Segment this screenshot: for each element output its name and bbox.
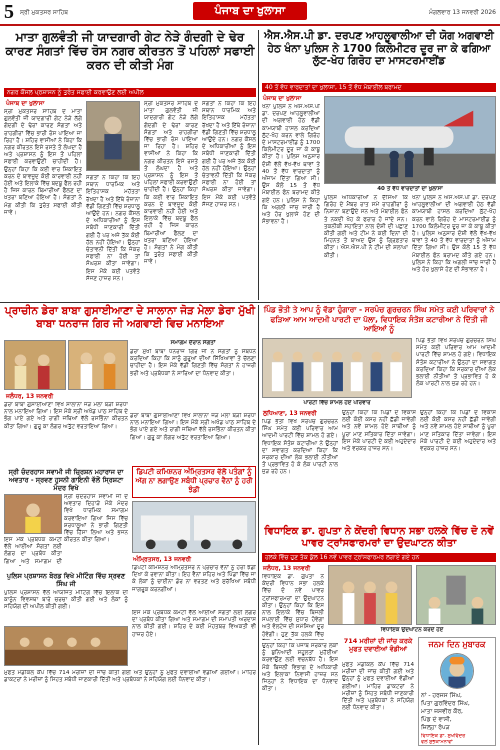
headline-cleanliness: ਮਾਤਾ ਗੁਲਵੰਤੀ ਜੀ ਯਾਦਗਾਰੀ ਗੇਟ ਨੇੜੇ ਗੰਦਗੀ ਦੇ ਢੇਰ ਕਾਰਣ ਸੰਗਤਾਂ ਵਿੱਚ ਰੋਸ ਨਗਰ ਕੀਰਤਨ ਤੋਂ ਪਹਿਲਾਂ ਸਫਾਈ ਕਰਨ ਦੀ ਕੀਤੀ ਮੰਗ bbox=[5, 30, 255, 72]
article-text: ਪੁਲਿਸ ਪ੍ਰਸ਼ਾਸਨ ਵੱਲੋਂ ਆਯੋਜਿਤ ਮੀਟਿੰਗ ਵਿੱਚ ਇਲਾਕੇ ਦੀ ਕਾਨੂੰਨ ਵਿਵਸਥਾ ਬਾਰੇ ਚਰਚਾ ਕੀਤੀ ਗਈ ਅਤੇ ਲੋਕਾਂ ਨੂੰ ਸਹਿਯੋਗ ਦੀ ਅਪੀਲ ਕੀਤੀ ਗਈ। bbox=[4, 590, 128, 611]
article-text: ਪਿੰਡ ਭੌਤੀ ਵਿਖੇ ਸਰਪੰਚ ਗੁਰਚਰਨ ਸਿੰਘ ਸਮੇਤ ਕਈ ਪਰਿਵਾਰ ਆਮ ਆਦਮੀ ਪਾਰਟੀ ਵਿੱਚ ਸ਼ਾਮਲ ਹੋ ਗਏ। ਵਿਧਾਇਕ ਸੰਤੋਸ਼ ਕਟਾਰੀਆ ਨੇ ਉਨ੍ਹਾਂ ਦਾ ਸਵਾਗਤ ਕਰਦਿਆਂ ਕਿਹਾ ਕਿ ਸਰਕਾਰ ਦੀਆਂ ਲੋਕ ਭਲਾਈ ਨੀਤੀਆਂ ਤੋਂ ਪ੍ਰਭਾਵਿਤ ਹੋ ਕੇ ਲੋਕ ਪਾਰਟੀ ਨਾਲ ਜੁੜ ਰਹੇ ਹਨ। bbox=[262, 419, 338, 476]
article-text: ਪਿੰਡ ਭੌਤੀ ਵਿਖੇ ਸਰਪੰਚ ਗੁਰਚਰਨ ਸਿੰਘ ਸਮੇਤ ਕਈ ਪਰਿਵਾਰ ਆਮ ਆਦਮੀ ਪਾਰਟੀ ਵਿੱਚ ਸ਼ਾਮਲ ਹੋ ਗਏ। ਵਿਧਾਇਕ ਸੰਤੋਸ਼ ਕਟਾਰੀਆ ਨੇ ਉਨ੍ਹਾਂ ਦਾ ਸਵਾਗਤ ਕਰਦਿਆਂ ਕਿਹਾ ਕਿ ਸਰਕਾਰ ਦੀਆਂ ਲੋਕ ਭਲਾਈ ਨੀਤੀਆਂ ਤੋਂ ਪ੍ਰਭਾਵਿਤ ਹੋ ਕੇ ਲੋਕ ਪਾਰਟੀ ਨਾਲ ਜੁੜ ਰਹੇ ਹਨ। bbox=[416, 338, 496, 388]
byline: ਪੰਜਾਬ ਦਾ ਖੁਲਾਸਾ bbox=[263, 95, 302, 102]
birthday-line: ਪਿੰਡ ਦੇ ਵਾਸੀ, bbox=[421, 716, 452, 723]
byline: ਅੰਮ੍ਰਿਤਸਰ, 13 ਜਨਵਰੀ bbox=[133, 556, 192, 563]
page-number: 5 bbox=[4, 1, 14, 23]
section-divider bbox=[0, 302, 500, 303]
birthday-line: ਨਾਂ - ਹਰਜਸ ਸਿੰਘ, bbox=[421, 692, 462, 699]
column-divider bbox=[258, 305, 259, 745]
article-text: ਖੰਨਾ ਪੁਲਿਸ ਨੇ ਐਸ.ਐਸ.ਪੀ ਡਾ. ਦਰਪਣ ਆਹਲੂਵਾਲੀਆ ਦੀ ਅਗਵਾਈ ਹੇਠ ਵੱਡੀ ਕਾਮਯਾਬੀ ਹਾਸਲ ਕਰਦਿਆਂ ਲੁੱਟ-ਖੋਹ ਕਰਨ ਵਾਲੇ ਗਿਰੋਹ ਦੇ ਮਾਸਟਰਮਾਈਂਡ ਨੂੰ 1700 ਕਿਲੋਮੀਟਰ ਦੂਰ ਜਾ ਕੇ ਕਾਬੂ ਕੀਤਾ ਹੈ। ਪੁਲਿਸ ਅਨੁਸਾਰ ਦੋਸ਼ੀ ਵੱਲੋਂ ਵੱਖ-ਵੱਖ ਥਾਵਾਂ ਤੇ 40 ਤੋਂ ਵੱਧ ਵਾਰਦਾਤਾਂ ਨੂੰ ਅੰਜਾਮ ਦਿੱਤਾ ਗਿਆ ਸੀ। ਉਸ ਕੋਲੋਂ 15 ਤੋਂ ਵੱਧ ਮੋਬਾਈਲ ਫੋਨ ਬਰਾਮਦ ਕੀਤੇ ਗਏ ਹਨ। ਪੁਲਿਸ ਨੇ ਕਿਹਾ ਕਿ ਅਗਲੀ ਜਾਂਚ ਜਾਰੀ ਹੈ ਅਤੇ ਹੋਰ ਖੁਲਾਸੇ ਹੋਣ ਦੀ ਸੰਭਾਵਨਾ ਹੈ। bbox=[262, 104, 320, 226]
article-photo bbox=[4, 340, 66, 390]
section-label: ਸ੍ਰੀ ਮੁਕਤਸਰ ਸਾਹਿਬ bbox=[20, 9, 69, 16]
article-photo bbox=[324, 96, 496, 184]
subhead-bar-police: 40 ਤੋਂ ਵੱਧ ਵਾਰਦਾਤਾਂ ਦਾ ਖੁਲਾਸਾ, 15 ਤੋਂ ਵੱਧ ਮੋਬਾਈਲ ਬਰਾਮਦ bbox=[262, 83, 496, 92]
article-text: ਇਸ ਮੌਕੇ ਪ੍ਰਬੰਧਕ ਕਮੇਟੀ ਵੱਲੋਂ ਆਈਆਂ ਸੰਗਤਾਂ ਲਈ ਲੰਗਰ ਦਾ ਪ੍ਰਬੰਧ ਕੀਤਾ ਗਿਆ ਅਤੇ ਸਮਾਗਮ ਦੀ bbox=[4, 537, 62, 565]
article-text: ਮੁਫਤ ਮੈਡੀਕਲ ਕੈਂਪ ਵਿੱਚ 714 ਮਰੀਜ਼ਾਂ ਦੀ ਜਾਂਚ ਕੀਤੀ ਗਈ ਅਤੇ ਉਨ੍ਹਾਂ ਨੂੰ ਮੁਫਤ ਦਵਾਈਆਂ ਵੰਡੀਆਂ ਗਈਆਂ। ਮਾਹਿਰ ਡਾਕਟਰਾਂ ਨੇ ਮਰੀਜ਼ਾਂ ਨੂੰ ਸਿਹਤ ਸਬੰਧੀ ਜਾਣਕਾਰੀ ਦਿੱਤੀ ਅਤੇ ਪ੍ਰਬੰਧਕਾਂ ਨੇ ਸਹਿਯੋਗ ਲਈ ਧੰਨਵਾਦ ਕੀਤਾ। bbox=[342, 662, 414, 712]
article-text: ਪੁਲਿਸ ਅਧਿਕਾਰੀਆਂ ਨੇ ਦੱਸਿਆ ਕਿ ਗਿਰੋਹ ਦੇ ਮੈਂਬਰ ਰਾਤ ਸਮੇਂ ਰਾਹਗੀਰਾਂ ਨੂੰ ਨਿਸ਼ਾਨਾ ਬਣਾਉਂਦੇ ਸਨ ਅਤੇ ਮੋਬਾਈਲ ਫੋਨ ਤੇ ਨਕਦੀ ਖੋਹ ਕੇ ਫਰਾਰ ਹੋ ਜਾਂਦੇ ਸਨ। ਤਕਨੀਕੀ ਸਹਾਇਤਾ ਨਾਲ ਦੋਸ਼ੀ ਦੀ ਪਛਾਣ ਕੀਤੀ ਗਈ ਅਤੇ ਟੀਮ ਨੇ ਕਈ ਦਿਨਾਂ ਦੀ ਮਿਹਨਤ ਤੋਂ ਬਾਅਦ ਉਸ ਨੂੰ ਗ੍ਰਿਫ਼ਤਾਰ ਕੀਤਾ। ਐਸ.ਐਸ.ਪੀ ਨੇ ਟੀਮ ਦੀ ਸ਼ਲਾਘਾ ਕੀਤੀ। bbox=[324, 195, 408, 259]
photo-caption: 40 ਤੋਂ ਵੱਧ ਵਾਰਦਾਤਾਂ ਦਾ ਖੁਲਾਸਾ bbox=[377, 186, 443, 192]
article-text: ਸੰਗਤਾਂ ਨੇ ਕਿਹਾ ਕਿ ਇਹ ਸਥਾਨ ਧਾਰਮਿਕ ਅਤੇ ਇਤਿਹਾਸਕ ਮਹੱਤਤਾ ਰੱਖਦਾ ਹੈ ਅਤੇ ਇੱਥੇ ਰੋਜ਼ਾਨਾ ਵੱਡੀ ਗਿਣਤੀ ਵਿੱਚ ਸ਼ਰਧਾਲੂ ਆਉਂਦੇ ਹਨ। ਨਗਰ ਕੌਂਸਲ ਦੇ ਅਧਿਕਾਰੀਆਂ ਨੂੰ ਇਸ ਸਬੰਧੀ ਜਾਣਕਾਰੀ ਦਿੱਤੀ ਗਈ ਹੈ ਪਰ ਅਜੇ ਤੱਕ ਕੋਈ ਹੱਲ ਨਹੀਂ ਹੋਇਆ। ਉਨ੍ਹਾਂ ਚੇਤਾਵਨੀ ਦਿੱਤੀ ਕਿ ਜੇਕਰ ਸਫਾਈ ਨਾ ਹੋਈ ਤਾਂ ਸੰਘਰਸ਼ ਕੀਤਾ ਜਾਵੇਗਾ। ਇਸ ਮੌਕੇ ਕਈ ਪਤਵੰਤੇ ਸੱਜਣ ਹਾਜ਼ਰ ਸਨ। bbox=[202, 101, 256, 208]
article-text: ਮੁਫਤ ਮੈਡੀਕਲ ਕੈਂਪ ਵਿੱਚ 714 ਮਰੀਜ਼ਾਂ ਦੀ ਜਾਂਚ ਕੀਤੀ ਗਈ ਅਤੇ ਉਨ੍ਹਾਂ ਨੂੰ ਮੁਫਤ ਦਵਾਈਆਂ ਵੰਡੀਆਂ ਗਈਆਂ। ਮਾਹਿਰ ਡਾਕਟਰਾਂ ਨੇ ਮਰੀਜ਼ਾਂ ਨੂੰ ਸਿਹਤ ਸਬੰਧੀ ਜਾਣਕਾਰੀ ਦਿੱਤੀ ਅਤੇ ਪ੍ਰਬੰਧਕਾਂ ਨੇ ਸਹਿਯੋਗ ਲਈ ਧੰਨਵਾਦ ਕੀਤਾ। bbox=[4, 670, 256, 684]
article-text: ਸੰਗਤਾਂ ਨੇ ਕਿਹਾ ਕਿ ਇਹ ਸਥਾਨ ਧਾਰਮਿਕ ਅਤੇ ਇਤਿਹਾਸਕ ਮਹੱਤਤਾ ਰੱਖਦਾ ਹੈ ਅਤੇ ਇੱਥੇ ਰੋਜ਼ਾਨਾ ਵੱਡੀ ਗਿਣਤੀ ਵਿੱਚ ਸ਼ਰਧਾਲੂ ਆਉਂਦੇ ਹਨ। ਨਗਰ ਕੌਂਸਲ ਦੇ ਅਧਿਕਾਰੀਆਂ ਨੂੰ ਇਸ ਸਬੰਧੀ ਜਾਣਕਾਰੀ ਦਿੱਤੀ ਗਈ ਹੈ ਪਰ ਅਜੇ ਤੱਕ ਕੋਈ ਹੱਲ ਨਹੀਂ ਹੋਇਆ। ਉਨ੍ਹਾਂ ਚੇਤਾਵਨੀ ਦਿੱਤੀ ਕਿ ਜੇਕਰ ਸਫਾਈ ਨਾ ਹੋਈ ਤਾਂ ਸੰਘਰਸ਼ ਕੀਤਾ ਜਾਵੇਗਾ। ਇਸ ਮੌਕੇ ਕਈ ਪਤਵੰਤੇ ਸੱਜਣ ਹਾਜ਼ਰ ਸਨ। bbox=[86, 175, 140, 282]
headline-dera: ਪ੍ਰਾਚੀਨ ਡੇਰਾ ਬਾਬਾ ਗੁਸਾਈਆਣਾ ਦੇ ਸਾਲਾਨਾ ਜੋੜ ਮੇਲਾ ਡੇਰਾ ਮੁੱਖੀ ਬਾਬਾ ਧਨਰਾਜ ਗਿਰ ਜੀ ਅਗਵਾਈ ਵਿਚ ਮਨਾਇਆ bbox=[4, 305, 256, 330]
issue-date: ਮੰਗਲਵਾਰ 13 ਜਨਵਰੀ 2026 bbox=[429, 9, 496, 16]
birthday-line: ਜ਼ਿਲ੍ਹਾ ਰੋਪੜ bbox=[421, 724, 450, 731]
article-photo bbox=[262, 338, 412, 398]
headline-dc: ਡਿਪਟੀ ਕਮਿਸ਼ਨਰ ਅੰਮ੍ਰਿਤਸਰ ਵੱਲੋਂ ਪਤੰਗਾਂ ਨੂੰ ਅੱਗ ਨਾ ਲਗਾਉਣ ਸਬੰਧੀ ਪ੍ਰਚਾਰ ਵੈਨਾਂ ਨੂੰ ਹਰੀ ਝੰਡੀ bbox=[135, 468, 253, 494]
headline-medical-camp: 714 ਮਰੀਜ਼ਾਂ ਦੀ ਜਾਂਚ ਕਰਕੇ ਮੁਫਤ ਦਵਾਈਆਂ ਵੰਡੀਆਂ bbox=[343, 637, 413, 653]
photo-caption: ਪਾਰਟੀ ਵਿੱਚ ਸ਼ਾਮਲ ਹੋਏ ਪਰਿਵਾਰ bbox=[303, 400, 371, 406]
article-text: ਉਨ੍ਹਾਂ ਕਿਹਾ ਕਿ ਪਿੰਡਾਂ ਦੇ ਵਿਕਾਸ ਲਈ ਕੋਈ ਕਸਰ ਨਹੀਂ ਛੱਡੀ ਜਾਵੇਗੀ ਅਤੇ ਨਵੇਂ ਸ਼ਾਮਲ ਹੋਏ ਸਾਥੀਆਂ ਨੂੰ ਪੂਰਾ ਮਾਣ ਸਤਿਕਾਰ ਦਿੱਤਾ ਜਾਵੇਗਾ। ਇਸ ਮੌਕੇ ਪਾਰਟੀ ਦੇ ਕਈ ਅਹੁਦੇਦਾਰ ਅਤੇ ਵਰਕਰ ਹਾਜ਼ਰ ਸਨ। bbox=[342, 410, 416, 453]
birthday-child-photo bbox=[440, 653, 474, 689]
photo-caption: ਵਿਧਾਇਕ ਉਦਘਾਟਨ ਕਰਦੇ ਹੋਏ bbox=[380, 627, 444, 633]
page-header bbox=[0, 0, 500, 26]
subhead-bar-transformers: ਹਲਕੇ ਵਿੱਚ ਹੁਣ ਤੱਕ ਕੁੱਲ 16 ਨਵੇਂ ਪਾਵਰ ਟ੍ਰਾਂਸਫਾਰਮਰ ਲਗਾਏ ਗਏ ਹਨ bbox=[262, 553, 496, 562]
photo-caption: ਸਮਾਗਮ ਦੌਰਾਨ ਸੰਗਤਾਂ bbox=[170, 340, 216, 346]
birthday-byline: ਵਲੋਂ ਸ਼ੁਭਕਾਮਨਾਵਾਂ bbox=[421, 739, 453, 745]
headline-bhauti: ਪਿੰਡ ਭੌਤੀ ਤੇ ਆਪ ਨੂੰ ਵੱਡਾ ਹੁੰਗਾਰਾ - ਸਰਪੰਚ ਗੁਰਚਰਨ ਸਿੰਘ ਸਮੇਤ ਕਈ ਪਰਿਵਾਰਾਂ ਨੇ ਫੜਿਆ ਆਮ ਆਦਮੀ ਪਾਰਟੀ ਦਾ ਪੱਲਾ, ਵਿਧਾਇਕ ਸੰਤੋਸ਼ ਕਟਾਰੀਆ ਨੇ ਦਿੱਤੀ ਜੀ ਆਇਆਂ ਨੂੰ bbox=[263, 305, 495, 333]
byline: ਲੁਧਿਆਣਾ, 13 ਜਨਵਰੀ bbox=[263, 410, 317, 417]
birthday-line: ਮਾਤਾ ਜਸਵੀਰ ਕੌਰ, bbox=[421, 708, 463, 715]
article-photo bbox=[4, 494, 62, 534]
headline-transformers: ਵਿਧਾਇਕ ਡਾ. ਗੁਪਤਾ ਨੇ ਕੇਂਦਰੀ ਵਿਧਾਨ ਸਭਾ ਹਲਕੇ ਵਿੱਚ ਦੋ ਨਵੇਂ ਪਾਵਰ ਟ੍ਰਾਂਸਫਾਰਮਰਾਂ ਦਾ ਉਦਘਾਟਨ ਕੀਤਾ bbox=[264, 526, 494, 549]
byline: ਜਲੰਧਰ, 13 ਜਨਵਰੀ bbox=[6, 393, 54, 400]
article-text: ਡੇਰਾ ਬਾਬਾ ਗੁਸਾਈਆਣਾ ਵਿਖੇ ਸਾਲਾਨਾ ਜੋੜ ਮੇਲਾ ਬੜੀ ਸ਼ਰਧਾ ਨਾਲ ਮਨਾਇਆ ਗਿਆ। ਇਸ ਮੌਕੇ ਸ੍ਰੀ ਅਖੰਡ ਪਾਠ ਸਾਹਿਬ ਦੇ ਭੋਗ ਪਾਏ ਗਏ ਅਤੇ ਰਾਗੀ ਜਥਿਆਂ ਵੱਲੋਂ ਰਸਭਿੰਨਾ ਕੀਰਤਨ ਕੀਤਾ ਗਿਆ। ਗੁਰੂ ਕਾ ਲੰਗਰ ਅਤੁੱਟ ਵਰਤਾਇਆ ਗਿਆ। bbox=[4, 402, 128, 430]
article-text: ਸ੍ਰੀ ਮੁਕਤਸਰ ਸਾਹਿਬ ਦੇ ਮਾਤਾ ਗੁਲਵੰਤੀ ਜੀ ਯਾਦਗਾਰੀ ਗੇਟ ਨੇੜੇ ਲੱਗੇ ਗੰਦਗੀ ਦੇ ਢੇਰਾਂ ਕਾਰਣ ਸੰਗਤਾਂ ਅਤੇ ਰਾਹਗੀਰਾਂ ਵਿੱਚ ਭਾਰੀ ਰੋਸ ਪਾਇਆ ਜਾ ਰਿਹਾ ਹੈ। ਸ਼ਹਿਰ ਵਾਸੀਆਂ ਨੇ ਕਿਹਾ ਕਿ ਨਗਰ ਕੀਰਤਨ ਇਸੇ ਰਸਤੇ ਤੋਂ ਲੰਘਦਾ ਹੈ ਅਤੇ ਪ੍ਰਸ਼ਾਸਨ ਨੂੰ ਇਸ ਤੋਂ ਪਹਿਲਾਂ ਸਫਾਈ ਕਰਵਾਉਣੀ ਚਾਹੀਦੀ ਹੈ। ਉਨ੍ਹਾਂ ਕਿਹਾ ਕਿ ਕਈ ਵਾਰ ਸ਼ਿਕਾਇਤ ਕਰਨ ਦੇ ਬਾਵਜੂਦ ਕੋਈ ਕਾਰਵਾਈ ਨਹੀਂ ਹੋਈ ਅਤੇ ਇਲਾਕੇ ਵਿੱਚ ਬਦਬੂ ਫੈਲ ਰਹੀ ਹੈ ਜਿਸ ਕਾਰਨ ਬਿਮਾਰੀਆਂ ਫੈਲਣ ਦਾ ਖ਼ਤਰਾ ਬਣਿਆ ਹੋਇਆ ਹੈ। ਸੰਗਤਾਂ ਨੇ ਮੰਗ ਕੀਤੀ ਕਿ ਤੁਰੰਤ ਸਫਾਈ ਕੀਤੀ ਜਾਵੇ। bbox=[4, 109, 82, 216]
article-text: ਇਸ ਮੌਕੇ ਪ੍ਰਬੰਧਕ ਕਮੇਟੀ ਵੱਲੋਂ ਆਈਆਂ ਸੰਗਤਾਂ ਲਈ ਲੰਗਰ ਦਾ ਪ੍ਰਬੰਧ ਕੀਤਾ ਗਿਆ ਅਤੇ ਸਮਾਗਮ ਦੀ ਸਮਾਪਤੀ ਅਰਦਾਸ ਨਾਲ ਕੀਤੀ ਗਈ। ਸ਼ਹਿਰ ਦੇ ਕਈ ਮੋਹਤਬਰ ਵਿਅਕਤੀ ਵੀ ਹਾਜ਼ਰ ਹੋਏ। bbox=[132, 610, 256, 638]
article-photo bbox=[416, 565, 496, 625]
masthead: ਪੰਜਾਬ ਦਾ ਖੁਲਾਸਾ bbox=[193, 2, 307, 20]
birthday-byline: ਵਿਧਾਇਕ ਡਾ. ਸੁਖਵਿੰਦਰ bbox=[421, 733, 466, 739]
article-text: ਉਨ੍ਹਾਂ ਕਿਹਾ ਕਿ ਪਿੰਡਾਂ ਦੇ ਵਿਕਾਸ ਲਈ ਕੋਈ ਕਸਰ ਨਹੀਂ ਛੱਡੀ ਜਾਵੇਗੀ ਅਤੇ ਨਵੇਂ ਸ਼ਾਮਲ ਹੋਏ ਸਾਥੀਆਂ ਨੂੰ ਪੂਰਾ ਮਾਣ ਸਤਿਕਾਰ ਦਿੱਤਾ ਜਾਵੇਗਾ। ਇਸ ਮੌਕੇ ਪਾਰਟੀ ਦੇ ਕਈ ਅਹੁਦੇਦਾਰ ਅਤੇ ਵਰਕਰ ਹਾਜ਼ਰ ਸਨ। bbox=[420, 410, 496, 453]
article-text: ਸ੍ਰੀ ਚੰਦਰਹਾਸ ਸਵਾਮੀ ਜੀ ਦੇ ਅਵਤਾਰ ਦਿਹਾੜੇ ਮੌਕੇ ਮੰਦਰ ਵਿਖੇ ਧਾਰਮਿਕ ਸਮਾਗਮ ਕਰਵਾਇਆ ਗਿਆ ਜਿਸ ਵਿੱਚ ਸ਼ਰਧਾਲੂਆਂ ਨੇ ਭਾਰੀ ਗਿਣਤੀ ਵਿੱਚ ਹਿੱਸਾ ਲਿਆ ਅਤੇ ਭਜਨ ਕੀਰਤਨ ਕੀਤਾ ਗਿਆ। bbox=[64, 494, 128, 544]
article-text: ਡਿਪਟੀ ਕਮਿਸ਼ਨਰ ਅੰਮ੍ਰਿਤਸਰ ਨੇ ਪ੍ਰਚਾਰ ਵੈਨਾਂ ਨੂੰ ਹਰੀ ਝੰਡੀ ਦਿਖਾ ਕੇ ਰਵਾਨਾ ਕੀਤਾ। ਇਹ ਵੈਨਾਂ ਸ਼ਹਿਰ ਅਤੇ ਪਿੰਡਾਂ ਵਿੱਚ ਜਾ ਕੇ ਲੋਕਾਂ ਨੂੰ ਚਾਈਨਾ ਡੋਰ ਨਾ ਵਰਤਣ ਅਤੇ ਸੁਰੱਖਿਆ ਸਬੰਧੀ ਜਾਗਰੂਕ ਕਰਨਗੀਆਂ। bbox=[132, 565, 256, 593]
article-text: ਖੰਨਾ ਪੁਲਿਸ ਨੇ ਐਸ.ਐਸ.ਪੀ ਡਾ. ਦਰਪਣ ਆਹਲੂਵਾਲੀਆ ਦੀ ਅਗਵਾਈ ਹੇਠ ਵੱਡੀ ਕਾਮਯਾਬੀ ਹਾਸਲ ਕਰਦਿਆਂ ਲੁੱਟ-ਖੋਹ ਕਰਨ ਵਾਲੇ ਗਿਰੋਹ ਦੇ ਮਾਸਟਰਮਾਈਂਡ ਨੂੰ 1700 ਕਿਲੋਮੀਟਰ ਦੂਰ ਜਾ ਕੇ ਕਾਬੂ ਕੀਤਾ ਹੈ। ਪੁਲਿਸ ਅਨੁਸਾਰ ਦੋਸ਼ੀ ਵੱਲੋਂ ਵੱਖ-ਵੱਖ ਥਾਵਾਂ ਤੇ 40 ਤੋਂ ਵੱਧ ਵਾਰਦਾਤਾਂ ਨੂੰ ਅੰਜਾਮ ਦਿੱਤਾ ਗਿਆ ਸੀ। ਉਸ ਕੋਲੋਂ 15 ਤੋਂ ਵੱਧ ਮੋਬਾਈਲ ਫੋਨ ਬਰਾਮਦ ਕੀਤੇ ਗਏ ਹਨ। ਪੁਲਿਸ ਨੇ ਕਿਹਾ ਕਿ ਅਗਲੀ ਜਾਂਚ ਜਾਰੀ ਹੈ ਅਤੇ ਹੋਰ ਖੁਲਾਸੇ ਹੋਣ ਦੀ ਸੰਭਾਵਨਾ ਹੈ। bbox=[412, 195, 496, 274]
article-photo bbox=[68, 340, 128, 390]
headline-police: ਐਸ.ਐਸ.ਪੀ ਡਾ. ਦਰਪਣ ਆਹਲੂਵਾਲੀਆ ਦੀ ਯੋਗ ਅਗਵਾਈ ਹੇਠ ਖੰਨਾ ਪੁਲਿਸ ਨੇ 1700 ਕਿਲੋਮੀਟਰ ਦੂਰ ਜਾ ਕੇ ਫਗਿਆ ਲੁੱਟ-ਖੋਹ ਗਿਰੋਹ ਦਾ ਮਾਸਟਰਮਾਈਂਡ bbox=[264, 30, 494, 67]
article-text: ਡੇਰਾ ਬਾਬਾ ਗੁਸਾਈਆਣਾ ਵਿਖੇ ਸਾਲਾਨਾ ਜੋੜ ਮੇਲਾ ਬੜੀ ਸ਼ਰਧਾ ਨਾਲ ਮਨਾਇਆ ਗਿਆ। ਇਸ ਮੌਕੇ ਸ੍ਰੀ ਅਖੰਡ ਪਾਠ ਸਾਹਿਬ ਦੇ ਭੋਗ ਪਾਏ ਗਏ ਅਤੇ ਰਾਗੀ ਜਥਿਆਂ ਵੱਲੋਂ ਰਸਭਿੰਨਾ ਕੀਰਤਨ ਕੀਤਾ ਗਿਆ। ਗੁਰੂ ਕਾ ਲੰਗਰ ਅਤੁੱਟ ਵਰਤਾਇਆ ਗਿਆ। bbox=[130, 413, 256, 441]
article-text: ਵਿਧਾਇਕ ਡਾ. ਗੁਪਤਾ ਨੇ ਕੇਂਦਰੀ ਵਿਧਾਨ ਸਭਾ ਹਲਕੇ ਵਿੱਚ ਦੋ ਨਵੇਂ ਪਾਵਰ ਟ੍ਰਾਂਸਫਾਰਮਰਾਂ ਦਾ ਉਦਘਾਟਨ ਕੀਤਾ। ਉਨ੍ਹਾਂ ਕਿਹਾ ਕਿ ਇਸ ਨਾਲ ਇਲਾਕੇ ਵਿੱਚ ਬਿਜਲੀ ਸਪਲਾਈ ਵਿੱਚ ਸੁਧਾਰ ਹੋਵੇਗਾ ਅਤੇ ਵੋਲਟੇਜ ਦੀ ਸਮੱਸਿਆ ਦੂਰ ਹੋਵੇਗੀ। ਹੁਣ ਤੱਕ ਹਲਕੇ ਵਿੱਚ bbox=[262, 574, 324, 638]
headline-police-meeting: ਪੁਲਿਸ ਪ੍ਰਸ਼ਾਸਨ ਬੋਰਡ ਵਿਖੇ ਮੀਟਿੰਗ ਵਿੱਚ ਸ੍ਰਵਣ ਸਿੰਘ ਜੀ bbox=[6, 572, 126, 588]
article-text: ਡੇਰਾ ਮੁੱਖੀ ਬਾਬਾ ਧਨਰਾਜ ਗਿਰ ਜੀ ਨੇ ਸੰਗਤਾਂ ਨੂੰ ਸੰਬੋਧਨ ਕਰਦਿਆਂ ਕਿਹਾ ਕਿ ਸਾਨੂੰ ਗੁਰੂਆਂ ਦੀਆਂ ਸਿੱਖਿਆਵਾਂ ਤੇ ਚੱਲਣਾ ਚਾਹੀਦਾ ਹੈ। ਇਸ ਮੌਕੇ ਵੱਡੀ ਗਿਣਤੀ ਵਿੱਚ ਸੰਗਤਾਂ ਨੇ ਹਾਜ਼ਰੀ ਭਰੀ ਅਤੇ ਪ੍ਰਬੰਧਕਾਂ ਨੇ ਸਾਰਿਆਂ ਦਾ ਧੰਨਵਾਦ ਕੀਤਾ। bbox=[130, 349, 256, 377]
column-divider bbox=[258, 30, 259, 300]
birthday-title: ਜਨਮ ਦਿਨ ਮੁਬਾਰਕ bbox=[428, 640, 486, 649]
article-photo bbox=[132, 501, 256, 553]
article-text: ਸ੍ਰੀ ਮੁਕਤਸਰ ਸਾਹਿਬ ਦੇ ਮਾਤਾ ਗੁਲਵੰਤੀ ਜੀ ਯਾਦਗਾਰੀ ਗੇਟ ਨੇੜੇ ਲੱਗੇ ਗੰਦਗੀ ਦੇ ਢੇਰਾਂ ਕਾਰਣ ਸੰਗਤਾਂ ਅਤੇ ਰਾਹਗੀਰਾਂ ਵਿੱਚ ਭਾਰੀ ਰੋਸ ਪਾਇਆ ਜਾ ਰਿਹਾ ਹੈ। ਸ਼ਹਿਰ ਵਾਸੀਆਂ ਨੇ ਕਿਹਾ ਕਿ ਨਗਰ ਕੀਰਤਨ ਇਸੇ ਰਸਤੇ ਤੋਂ ਲੰਘਦਾ ਹੈ ਅਤੇ ਪ੍ਰਸ਼ਾਸਨ ਨੂੰ ਇਸ ਤੋਂ ਪਹਿਲਾਂ ਸਫਾਈ ਕਰਵਾਉਣੀ ਚਾਹੀਦੀ ਹੈ। ਉਨ੍ਹਾਂ ਕਿਹਾ ਕਿ ਕਈ ਵਾਰ ਸ਼ਿਕਾਇਤ ਕਰਨ ਦੇ ਬਾਵਜੂਦ ਕੋਈ ਕਾਰਵਾਈ ਨਹੀਂ ਹੋਈ ਅਤੇ ਇਲਾਕੇ ਵਿੱਚ ਬਦਬੂ ਫੈਲ ਰਹੀ ਹੈ ਜਿਸ ਕਾਰਨ ਬਿਮਾਰੀਆਂ ਫੈਲਣ ਦਾ ਖ਼ਤਰਾ ਬਣਿਆ ਹੋਇਆ ਹੈ। ਸੰਗਤਾਂ ਨੇ ਮੰਗ ਕੀਤੀ ਕਿ ਤੁਰੰਤ ਸਫਾਈ ਕੀਤੀ ਜਾਵੇ। bbox=[144, 101, 198, 266]
headline-chandrahas: ਸ੍ਰੀ ਚੰਦਰਹਾਸ ਸਵਾਮੀ ਜੀ ਚ੍ਰਿਸ਼ਨ ਮਹਾਰਾਜ ਦਾ ਅਵਤਾਰ - ਸ੍ਰਵਣ ਹੁਸਨੀ ਗਾਇਨੀ ਵੱਲੋਂ ਸ੍ਰਿਸ਼ਟਾ ਮੰਦਰ ਵਿਖੇ bbox=[8, 468, 124, 492]
byline: ਜਲੰਧਰ, 13 ਜਨਵਰੀ bbox=[263, 565, 311, 572]
article-text: ਉਨ੍ਹਾਂ ਕਿਹਾ ਕਿ ਪੰਜਾਬ ਸਰਕਾਰ ਲੋਕਾਂ ਨੂੰ ਬੁਨਿਆਦੀ ਸਹੂਲਤਾਂ ਮੁਹੱਈਆ ਕਰਵਾਉਣ ਲਈ ਵਚਨਬੱਧ ਹੈ। ਇਸ ਮੌਕੇ ਬਿਜਲੀ ਵਿਭਾਗ ਦੇ ਅਧਿਕਾਰੀ ਅਤੇ ਇਲਾਕਾ ਨਿਵਾਸੀ ਹਾਜ਼ਰ ਸਨ ਜਿਨ੍ਹਾਂ ਨੇ ਵਿਧਾਇਕ ਦਾ ਧੰਨਵਾਦ ਕੀਤਾ। bbox=[262, 643, 338, 693]
article-photo bbox=[328, 565, 412, 625]
subhead-bar-cleanliness: ਨਗਰ ਕੌਂਸਲ ਪ੍ਰਸ਼ਾਸਨ ਨੂੰ ਤੁਰੰਤ ਸਫਾਈ ਕਰਵਾਉਣ ਲਈ ਅਪੀਲ bbox=[4, 88, 256, 97]
article-photo bbox=[86, 101, 140, 171]
byline: ਪੰਜਾਬ ਦਾ ਖੁਲਾਸਾ bbox=[6, 100, 45, 107]
birthday-line: ਪਿਤਾ ਗੁਰਵਿੰਦਰ ਸਿੰਘ, bbox=[421, 700, 470, 707]
article-photo bbox=[4, 626, 128, 666]
